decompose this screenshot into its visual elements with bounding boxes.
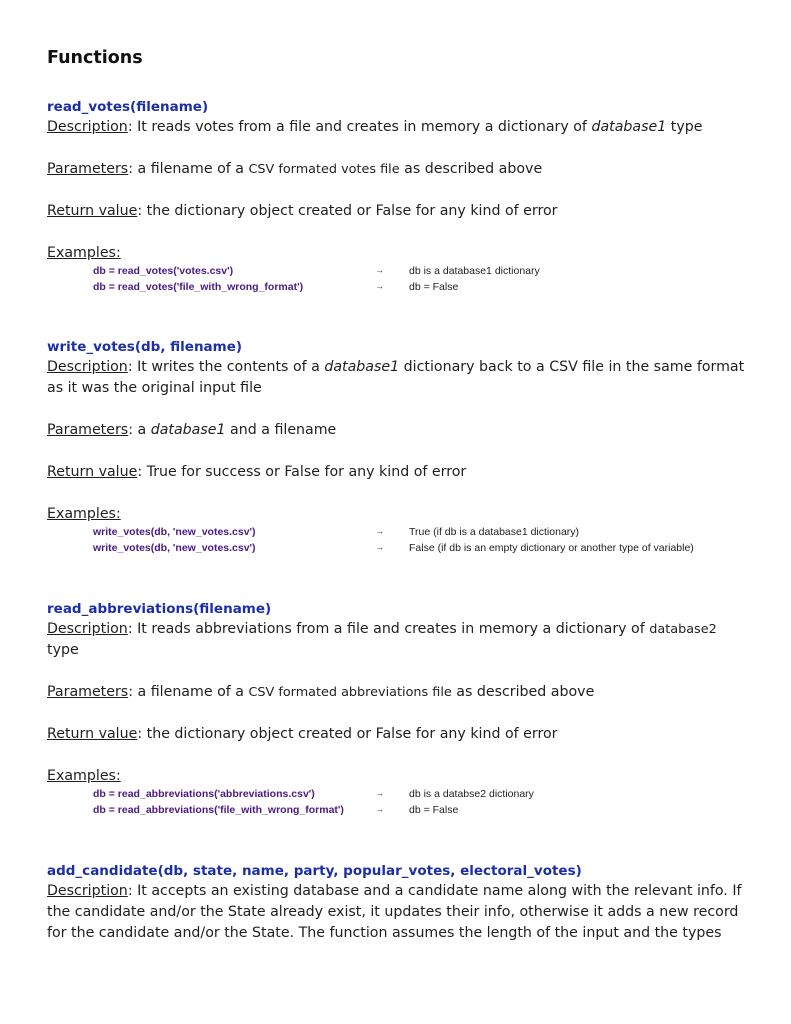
- function-signature: read_votes(filename): [47, 99, 209, 115]
- parameters-label: Parameters: [47, 684, 129, 700]
- return-value-label: Return value: [47, 203, 138, 219]
- arrow-icon: →: [375, 788, 384, 798]
- arrow-icon: →: [375, 526, 384, 536]
- function-signature: read_abbreviations(filename): [47, 601, 272, 617]
- parameters-label: Parameters: [47, 422, 129, 438]
- description-continuation: as it was the original input file: [47, 380, 262, 396]
- examples-list: [47, 264, 747, 296]
- example-result: db = False: [409, 804, 459, 816]
- return-value-label: Return value: [47, 464, 138, 480]
- examples-list: [47, 787, 747, 819]
- example-code: db = read_votes('votes.csv'): [93, 265, 234, 277]
- function-signature: add_candidate(db, state, name, party, popular_votes, electoral_votes): [47, 863, 582, 879]
- arrow-icon: →: [375, 542, 384, 552]
- description-line: Description: It accepts an existing database and a candidate name along with the relevant info. If: [47, 883, 742, 899]
- function-signature: write_votes(db, filename): [47, 339, 243, 355]
- return-value-label: Return value: [47, 726, 138, 742]
- example-result: db is a database1 dictionary: [409, 265, 540, 277]
- example-code: db = read_abbreviations('file_with_wrong_format'): [93, 804, 344, 816]
- function-add-candidate: [47, 861, 747, 944]
- function-read-votes: [47, 97, 747, 296]
- example-row: [47, 264, 747, 280]
- return-value-line: Return value: True for success or False for any kind of error: [47, 464, 467, 480]
- examples-heading: Examples:: [47, 245, 121, 261]
- example-result: True (if db is a database1 dictionary): [409, 526, 580, 538]
- function-write-votes: [47, 337, 747, 557]
- example-row: [47, 541, 747, 557]
- examples-list: [47, 525, 747, 557]
- arrow-icon: →: [375, 281, 384, 291]
- parameters-line: Parameters: a filename of a CSV formated votes file as described above: [47, 161, 543, 177]
- examples-heading: Examples:: [47, 506, 121, 522]
- return-value-line: Return value: the dictionary object created or False for any kind of error: [47, 203, 558, 219]
- description-continuation: the candidate and/or the State already exist, it updates their info, otherwise it adds a new record: [47, 904, 739, 920]
- description-label: Description: [47, 621, 128, 637]
- example-code: write_votes(db, 'new_votes.csv'): [93, 542, 256, 554]
- example-result: db is a databse2 dictionary: [409, 788, 534, 800]
- function-read-abbreviations: [47, 599, 747, 819]
- example-result: False (if db is an empty dictionary or another type of variable): [409, 542, 694, 554]
- example-row: [47, 280, 747, 296]
- description-continuation: for the candidate and/or the State. The function assumes the length of the input and the types: [47, 925, 722, 941]
- examples-heading: Examples:: [47, 768, 121, 784]
- description-label: Description: [47, 119, 128, 135]
- example-row: [47, 787, 747, 803]
- parameters-line: Parameters: a filename of a CSV formated abbreviations file as described above: [47, 684, 595, 700]
- description-line: Description: It writes the contents of a database1 dictionary back to a CSV file in the same format: [47, 359, 745, 375]
- description-continuation: type: [47, 642, 79, 658]
- description-label: Description: [47, 883, 128, 899]
- return-value-line: Return value: the dictionary object created or False for any kind of error: [47, 726, 558, 742]
- example-code: write_votes(db, 'new_votes.csv'): [93, 526, 256, 538]
- example-result: db = False: [409, 281, 459, 293]
- parameters-line: Parameters: a database1 and a filename: [47, 422, 337, 438]
- page-title: Functions: [47, 48, 143, 68]
- description-line: Description: It reads votes from a file and creates in memory a dictionary of database1 type: [47, 119, 703, 135]
- example-code: db = read_votes('file_with_wrong_format'): [93, 281, 304, 293]
- parameters-label: Parameters: [47, 161, 129, 177]
- example-code: db = read_abbreviations('abbreviations.csv'): [93, 788, 315, 800]
- arrow-icon: →: [375, 265, 384, 275]
- description-label: Description: [47, 359, 128, 375]
- example-row: [47, 803, 747, 819]
- description-line: Description: It reads abbreviations from a file and creates in memory a dictionary of database2: [47, 621, 717, 637]
- arrow-icon: →: [375, 804, 384, 814]
- example-row: [47, 525, 747, 541]
